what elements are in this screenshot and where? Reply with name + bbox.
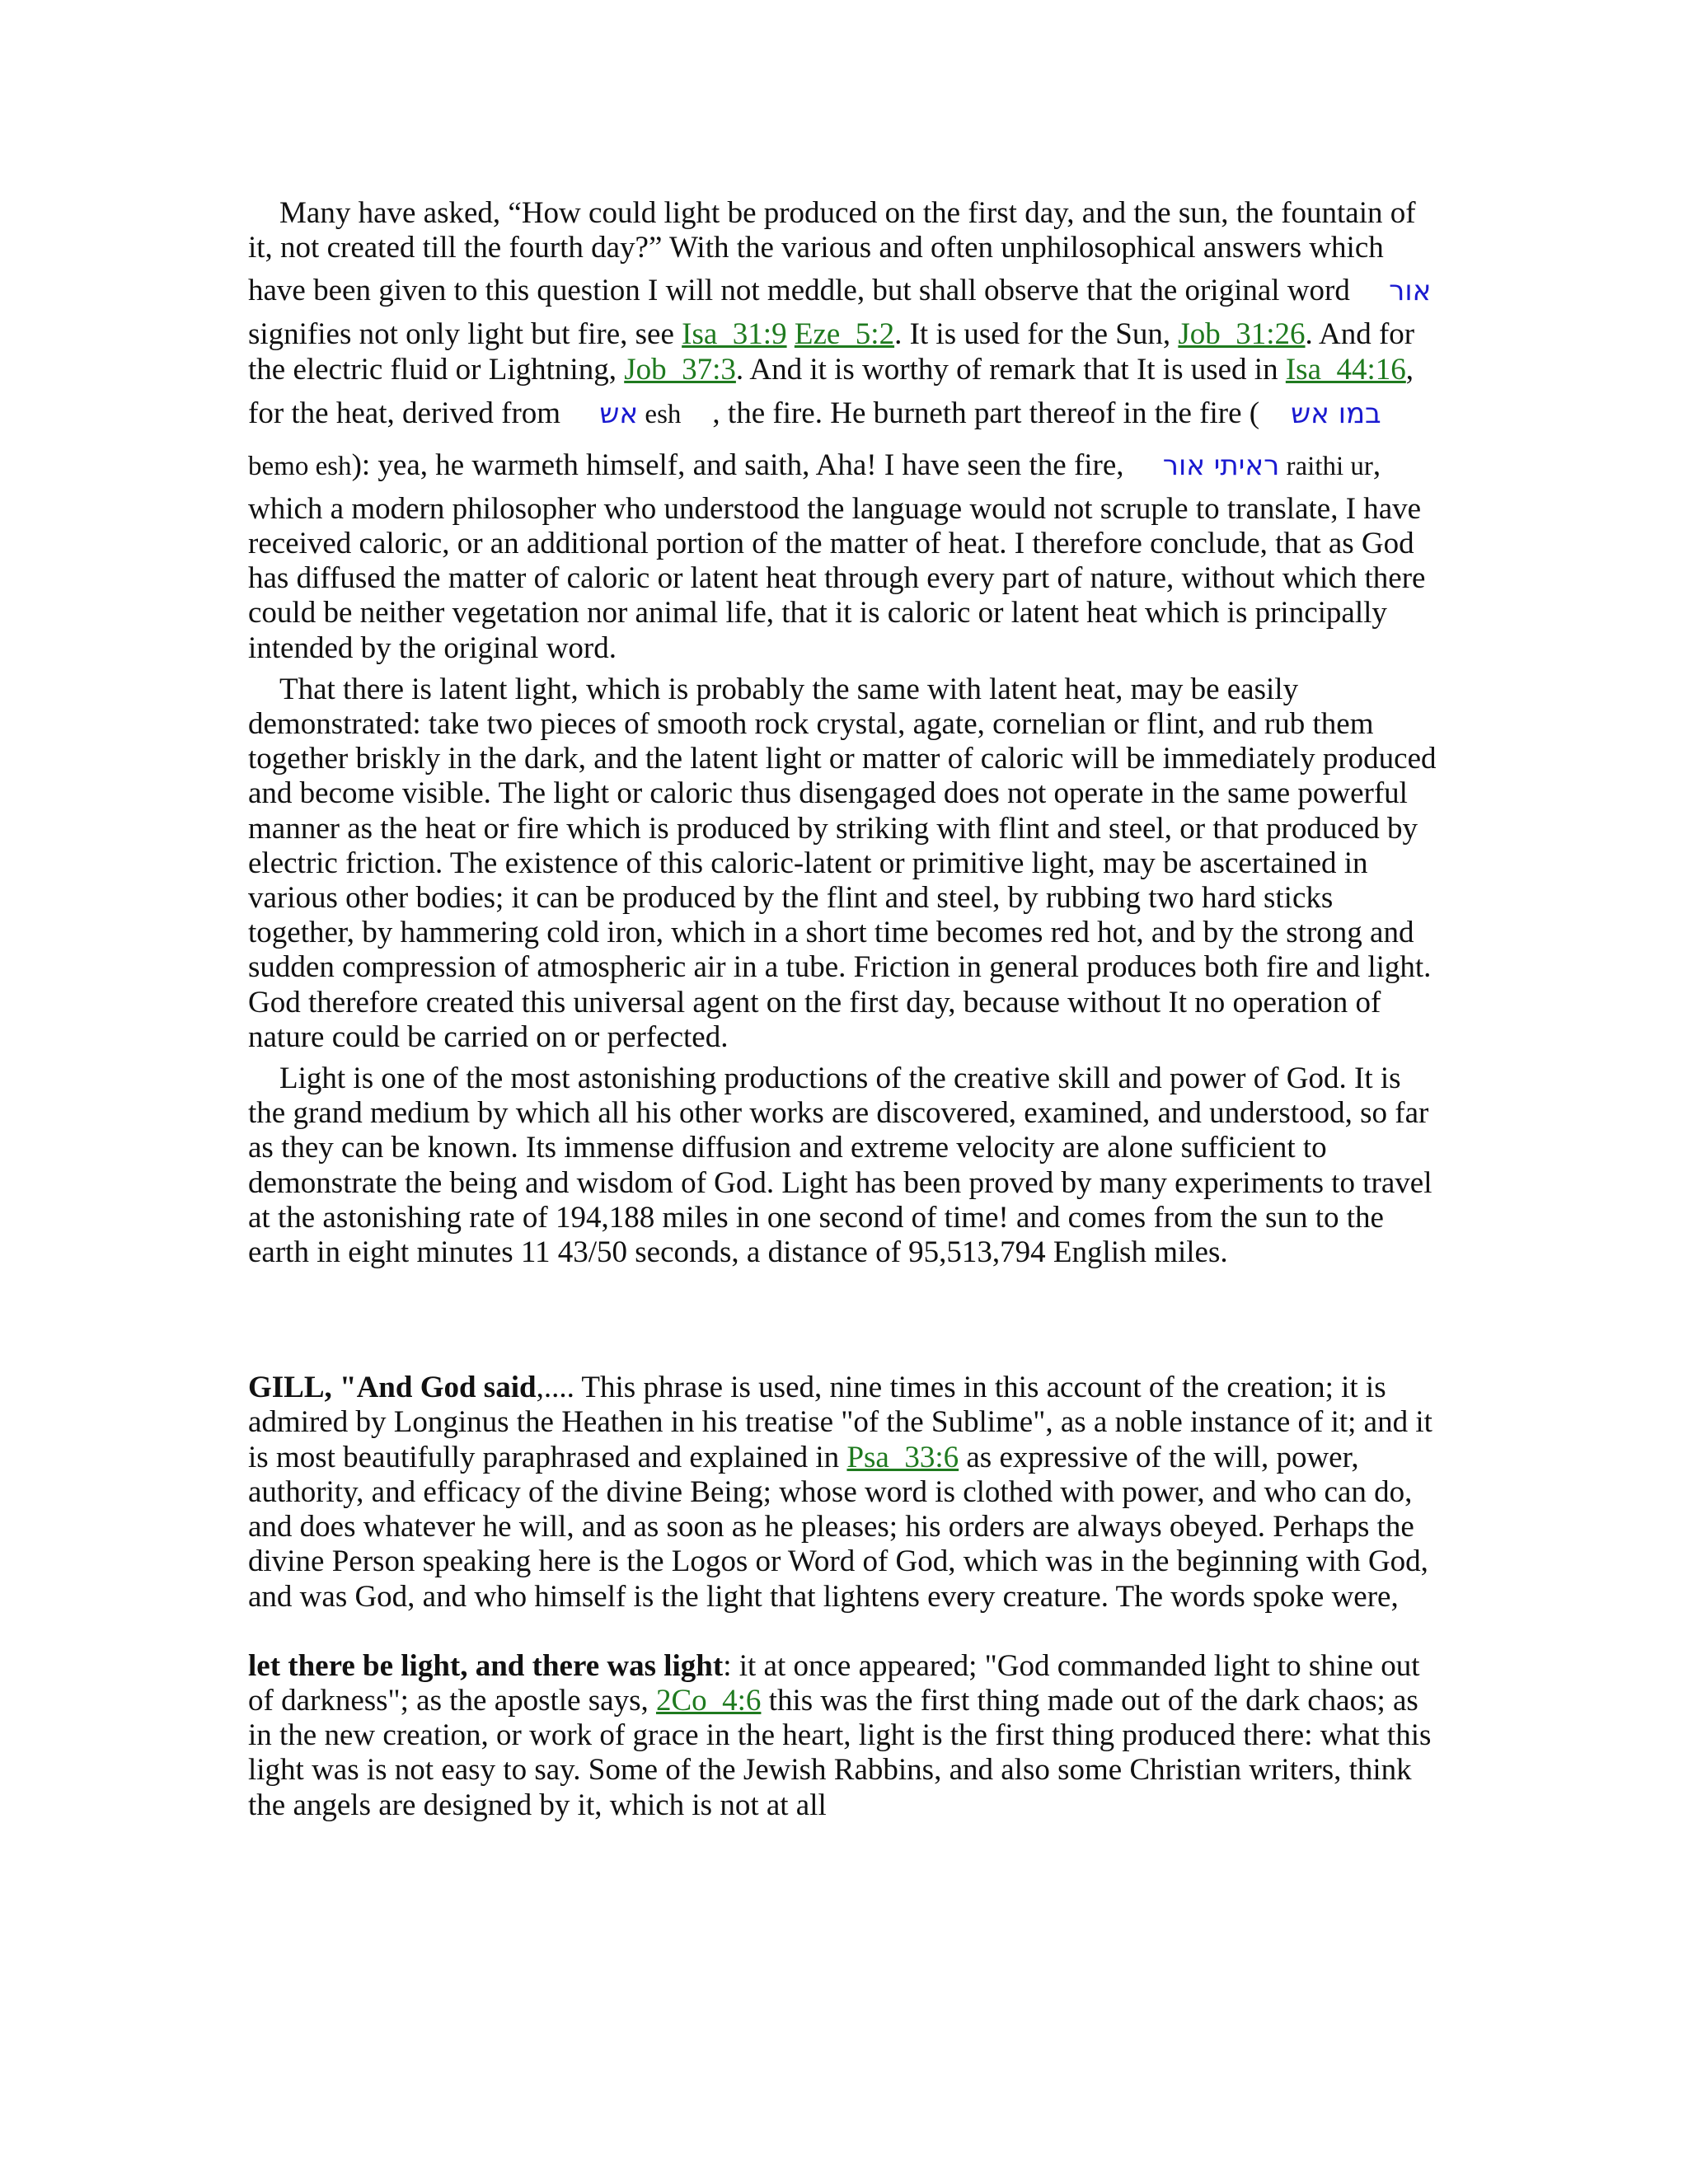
hebrew-word-raithi-ur: ראיתי אור (1162, 448, 1280, 482)
scripture-link-psa-33-6[interactable]: Psa_33:6 (846, 1440, 959, 1474)
gill-text: ,.... This phrase is used, nine times in this account of the creation; it is admired by Longinus the Heathen in his treatise "of the Sublime", as a noble instance of it; and it is most beautifully paraphrased and explained in (248, 1371, 1432, 1474)
gill-text: : it at once appeared; "God commanded light to shine out of darkness"; as the apostle says, (248, 1648, 1420, 1718)
p1-text: , which a modern philosopher who understood the language would not scruple to translate, I have received caloric, or an additional portion of the matter of heat. I therefore conclude, that as God has diffused the matter of caloric or latent heat through every part of nature, without which there could be neither vegetation nor animal life, that it is caloric or latent heat which is principally intended by the original word. (248, 448, 1426, 665)
hebrew-word-ur: אור (1389, 274, 1432, 308)
p1-text (787, 317, 795, 351)
scripture-link-isa-31-9[interactable]: Isa_31:9 (682, 317, 787, 352)
commentary-page (248, 196, 1443, 1823)
phrase-heading: let there be light, and there was light (248, 1648, 724, 1683)
p1-text: , the fire. He burneth part thereof in the fire ( (712, 396, 1260, 430)
scripture-link-isa-44-16[interactable]: Isa_44:16 (1285, 352, 1406, 387)
paragraph-gap (248, 1055, 1443, 1062)
transliteration-bemo-esh: bemo esh (248, 451, 352, 481)
scripture-link-2co-4-6[interactable]: 2Co_4:6 (655, 1683, 762, 1718)
gill-text: as expressive of the will, power, authority, and efficacy of the divine Being; whose word is clothed with power, and who can do, and does whatever he will, and as soon as he pleases; his orders are always obeyed. Perhaps the divine Person speaking here is the Logos or Word of God, which was in the beginning with God, and was God, and who himself is the light that lightens every creature. The words spoke were, (248, 1440, 1428, 1614)
paragraph-gap (248, 1615, 1443, 1649)
p1-text: . It is used for the Sun, (894, 317, 1179, 352)
clarke-paragraph-light-velocity: Light is one of the most astonishing productions of the creative skill and power of God. It is the grand medium by which all his other works are discovered, examined, and understood, so far as they can be known. Its immense diffusion and extreme velocity are alone sufficient to demonstrate the being and wisdom of God. Light has been proved by many experiments to travel at the astonishing rate of 194,188 miles in one second of time! and comes from the sun to the earth in eight minutes 11 43/50 seconds, a distance of 95,513,794 English miles. (248, 1062, 1432, 1270)
transliteration-esh: esh (638, 399, 682, 429)
section-gap (248, 1270, 1443, 1371)
scripture-link-job-37-3[interactable]: Job_37:3 (624, 352, 736, 387)
hebrew-word-esh: אש (599, 396, 639, 430)
p1-text: signifies not only light but fire, see (248, 317, 682, 352)
clarke-paragraph-latent-light: That there is latent light, which is probably the same with latent heat, may be easily demonstrated: take two pieces of smooth rock crystal, agate, cornelian or flint, and rub them together briskly in the dark, and the latent light or matter of caloric will be immediately produced and become visible. The light or caloric thus disengaged does not operate in the same powerful manner as the heat or fire which is produced by striking with flint and steel, or that produced by electric friction. The existence of this caloric-latent or primitive light, may be ascertained in various other bodies; it can be produced by the flint and steel, by rubbing two hard sticks together, by hammering cold iron, which in a short time becomes red hot, and by the strong and sudden compression of atmospheric air in a tube. Friction in general produces both fire and light. God therefore created this universal agent on the first day, because without It no operation of nature could be carried on or perfected. (248, 672, 1437, 1054)
p1-text: . And for the electric fluid or Lightning, (248, 317, 1415, 387)
gill-text: this was the first thing made out of the dark chaos; as in the new creation, or work of grace in the heart, light is the first thing produced there: what this light was is not easy to say. Some of the Jewish Rabbins, and also some Christian writers, think the angels are designed by it, which is not at all (248, 1683, 1432, 1822)
p1-text: Many have asked, “How could light be produced on the first day, and the sun, the fountain of it, not created till the fourth day?” With the various and often unphilosophical answers which have been given to this question I will not meddle, but shall observe that the original word (248, 196, 1416, 308)
p1-text: ): yea, he warmeth himself, and saith, Aha! I have seen the fire, (351, 448, 1132, 482)
p1-text: . And it is worthy of remark that It is used in (735, 352, 1286, 387)
paragraph-gap (248, 666, 1443, 673)
transliteration-raithi-ur: raithi ur (1279, 451, 1373, 481)
gill-paragraph-let-there-be-light (248, 1649, 1443, 1823)
hebrew-word-bemo-esh: במו אש (1291, 396, 1381, 430)
gill-paragraph-and-god-said (248, 1371, 1443, 1614)
p1-text: , for the heat, derived from (248, 352, 1414, 430)
scripture-link-eze-5-2[interactable]: Eze_5:2 (794, 317, 895, 352)
clarke-paragraph-first-day-light (248, 196, 1443, 666)
scripture-link-job-31-26[interactable]: Job_31:26 (1178, 317, 1306, 352)
gill-heading: GILL, "And God said (248, 1371, 537, 1405)
